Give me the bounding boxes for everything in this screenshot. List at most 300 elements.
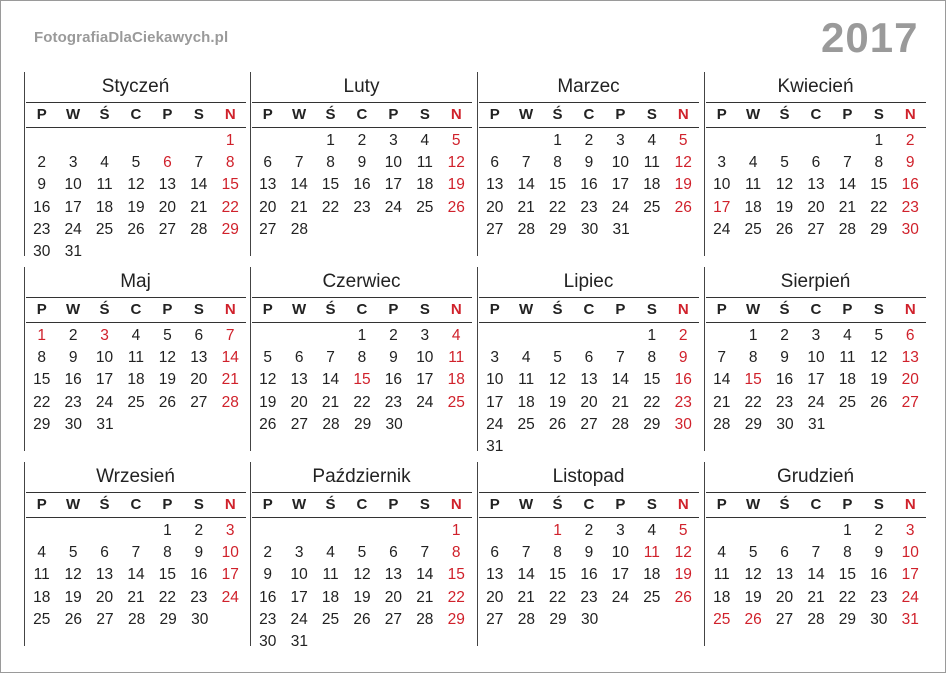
day-cell: 4 [100, 154, 109, 172]
day-cell: 10 [713, 176, 731, 194]
day-cell: 25 [643, 198, 661, 216]
days-grid [706, 130, 926, 241]
day-cell: 16 [190, 566, 208, 584]
empty-cell [542, 325, 573, 347]
empty-cell [120, 130, 151, 152]
month-name: Październik [312, 466, 411, 487]
day-cell: 5 [68, 544, 78, 562]
day-cell: 25 [447, 393, 465, 411]
empty-cell [252, 130, 283, 152]
day-cell: 13 [259, 176, 277, 194]
day-cell: 7 [521, 544, 531, 562]
day-cell: 5 [451, 132, 461, 149]
day-cell: 5 [357, 544, 367, 562]
month-name: Marzec [557, 76, 620, 97]
day-cell: 7 [420, 544, 430, 562]
day-cell: 1 [326, 132, 335, 149]
day-cell: 7 [225, 327, 235, 344]
day-cell: 4 [326, 544, 335, 562]
day-cell: 23 [33, 220, 51, 238]
weekday-label: P [262, 496, 273, 513]
day-cell: 21 [127, 588, 145, 606]
day-cell: 20 [290, 393, 308, 411]
day-cell: 23 [259, 610, 277, 628]
empty-cell [252, 325, 283, 347]
day-cell: 4 [451, 327, 461, 344]
day-cell: 15 [643, 371, 661, 389]
day-cell: 12 [674, 544, 692, 562]
day-cell: 10 [486, 371, 504, 389]
day-cell: 24 [611, 588, 630, 606]
day-cell: 24 [611, 198, 630, 216]
day-cell: 6 [294, 349, 304, 367]
day-cell: 7 [294, 154, 304, 172]
day-cell: 21 [611, 393, 630, 411]
day-cell: 4 [420, 132, 430, 149]
day-cell: 3 [100, 327, 109, 344]
day-cell: 9 [584, 544, 594, 562]
day-cell: 28 [416, 610, 434, 628]
day-cell: 16 [33, 198, 51, 216]
weekday-label: P [615, 301, 626, 318]
day-cell: 10 [807, 349, 825, 367]
day-cell: 22 [321, 198, 340, 216]
day-cell: 5 [678, 522, 688, 539]
day-cell: 23 [190, 588, 208, 606]
weekday-label: P [388, 301, 399, 318]
weekday-label: P [716, 301, 727, 318]
day-cell: 29 [870, 220, 888, 238]
day-cell: 15 [221, 176, 239, 194]
weekday-label: W [519, 106, 534, 123]
day-cell: 4 [37, 544, 47, 562]
day-cell: 20 [259, 198, 277, 216]
day-cell: 21 [321, 393, 340, 411]
day-cell: 27 [96, 610, 114, 628]
day-cell: 25 [416, 198, 434, 216]
day-cell: 17 [807, 371, 825, 389]
day-cell: 5 [678, 132, 688, 149]
day-cell: 10 [384, 154, 403, 172]
weekday-label: C [130, 301, 142, 318]
day-cell: 13 [290, 371, 308, 389]
day-cell: 24 [384, 198, 403, 216]
day-cell: 16 [775, 371, 794, 389]
day-cell: 22 [870, 198, 888, 216]
weekday-label: N [224, 301, 236, 318]
day-cell: 22 [447, 588, 465, 606]
weekday-label: S [873, 496, 884, 513]
day-cell: 14 [190, 176, 208, 194]
day-cell: 4 [521, 349, 531, 367]
day-cell: 31 [612, 220, 630, 238]
day-cell: 19 [64, 588, 82, 606]
weekday-label: Ś [99, 496, 110, 513]
day-cell: 14 [127, 566, 145, 584]
day-cell: 8 [647, 349, 657, 367]
day-cell: 27 [158, 220, 177, 238]
empty-cell [409, 520, 440, 542]
day-cell: 7 [131, 544, 141, 562]
day-cell: 25 [95, 220, 114, 238]
day-cell: 16 [580, 566, 598, 584]
month-block [477, 267, 699, 455]
empty-cell [800, 520, 831, 542]
empty-cell [283, 520, 314, 542]
day-cell: 17 [384, 176, 403, 194]
weekday-label: P [36, 301, 47, 318]
day-cell: 24 [221, 588, 239, 606]
month-name: Wrzesień [96, 466, 175, 487]
day-cell: 8 [553, 544, 562, 562]
day-cell: 10 [290, 566, 308, 584]
day-cell: 16 [384, 371, 403, 389]
day-cell: 13 [775, 566, 794, 584]
day-cell: 20 [95, 588, 114, 606]
days-grid [252, 325, 472, 436]
day-cell: 14 [321, 371, 340, 389]
weekday-header [479, 297, 699, 323]
empty-cell [706, 130, 737, 152]
empty-cell [57, 130, 88, 152]
day-cell: 13 [384, 566, 403, 584]
weekday-label: S [873, 301, 884, 318]
weekday-label: N [677, 106, 689, 123]
day-cell: 30 [33, 242, 51, 260]
day-cell: 12 [127, 176, 145, 194]
weekday-label: Ś [779, 301, 790, 318]
day-cell: 25 [33, 610, 51, 628]
day-cell: 4 [647, 522, 657, 539]
day-cell: 17 [486, 393, 504, 411]
day-cell: 5 [748, 544, 758, 562]
weekday-label: C [130, 106, 142, 123]
days-grid [26, 130, 246, 263]
day-cell: 30 [674, 415, 692, 433]
day-cell: 14 [611, 371, 630, 389]
weekday-label: Ś [779, 496, 790, 513]
month-name: Sierpień [780, 271, 851, 292]
empty-cell [832, 130, 863, 152]
day-cell: 27 [259, 220, 277, 238]
day-cell: 6 [263, 154, 273, 172]
weekday-label: Ś [325, 301, 336, 318]
day-cell: 28 [190, 220, 208, 238]
day-cell: 30 [259, 632, 277, 650]
days-grid [479, 325, 699, 458]
day-cell: 30 [191, 610, 209, 628]
days-grid [479, 130, 699, 241]
day-cell: 21 [190, 198, 208, 216]
day-cell: 7 [616, 349, 625, 367]
day-cell: 12 [353, 566, 371, 584]
day-cell: 3 [294, 544, 304, 562]
day-cell: 26 [775, 220, 794, 238]
day-cell: 22 [838, 588, 857, 606]
weekday-label: P [162, 106, 173, 123]
empty-cell [510, 520, 541, 542]
day-cell: 6 [389, 544, 398, 562]
day-cell: 19 [548, 393, 567, 411]
weekday-label: C [810, 496, 822, 513]
month-name: Kwiecień [777, 76, 854, 97]
weekday-header [706, 492, 926, 518]
days-grid [26, 520, 246, 631]
day-cell: 26 [447, 198, 465, 216]
month-block [24, 267, 246, 451]
day-cell: 4 [131, 327, 141, 344]
day-cell: 28 [127, 610, 146, 628]
day-cell: 2 [68, 327, 78, 344]
day-cell: 13 [486, 566, 504, 584]
day-cell: 12 [548, 371, 567, 389]
day-cell: 16 [64, 371, 82, 389]
day-cell: 8 [843, 544, 852, 562]
month-name: Lipiec [563, 271, 614, 292]
day-cell: 15 [447, 566, 465, 584]
day-cell: 21 [517, 198, 535, 216]
day-cell: 18 [517, 393, 535, 411]
day-cell: 11 [643, 544, 660, 562]
weekday-header [479, 492, 699, 518]
days-grid [252, 130, 472, 241]
day-cell: 22 [548, 588, 567, 606]
day-cell: 19 [775, 198, 794, 216]
day-cell: 26 [548, 415, 567, 433]
empty-cell [152, 130, 183, 152]
weekday-label: S [193, 106, 204, 123]
day-cell: 3 [68, 154, 78, 172]
day-cell: 8 [357, 349, 367, 367]
weekday-label: N [904, 496, 916, 513]
empty-cell [605, 325, 636, 347]
day-cell: 14 [713, 371, 731, 389]
day-cell: 21 [807, 588, 825, 606]
day-cell: 6 [584, 349, 594, 367]
day-cell: 19 [674, 566, 692, 584]
day-cell: 25 [643, 588, 661, 606]
weekday-label: C [810, 301, 822, 318]
empty-cell [346, 520, 377, 542]
day-cell: 28 [713, 415, 731, 433]
day-cell: 23 [775, 393, 794, 411]
empty-cell [378, 520, 409, 542]
day-cell: 31 [901, 610, 919, 628]
weekday-label: Ś [552, 496, 563, 513]
day-cell: 18 [416, 176, 434, 194]
day-cell: 7 [811, 544, 821, 562]
day-cell: 11 [322, 566, 339, 584]
day-cell: 2 [905, 132, 915, 149]
day-cell: 17 [64, 198, 82, 216]
day-cell: 31 [64, 242, 83, 260]
day-cell: 2 [37, 154, 47, 172]
weekday-label: N [450, 301, 462, 318]
day-cell: 1 [553, 132, 562, 149]
day-cell: 2 [389, 327, 398, 344]
weekday-label: C [583, 106, 595, 123]
day-cell: 6 [194, 327, 204, 344]
day-cell: 26 [127, 220, 145, 238]
day-cell: 8 [37, 349, 47, 367]
day-cell: 24 [64, 220, 82, 238]
day-cell: 10 [64, 176, 82, 194]
day-cell: 23 [580, 588, 598, 606]
day-cell: 21 [416, 588, 434, 606]
empty-cell [706, 325, 737, 347]
day-cell: 18 [33, 588, 51, 606]
day-cell: 14 [838, 176, 857, 194]
day-cell: 10 [901, 544, 919, 562]
empty-cell [737, 130, 768, 152]
day-cell: 25 [321, 610, 340, 628]
weekday-label: N [677, 496, 689, 513]
day-cell: 30 [901, 220, 919, 238]
day-cell: 1 [37, 327, 47, 344]
weekday-label: P [36, 106, 47, 123]
day-cell: 22 [353, 393, 371, 411]
day-cell: 27 [290, 415, 309, 433]
weekday-label: P [716, 496, 727, 513]
day-cell: 29 [744, 415, 763, 433]
empty-cell [252, 520, 283, 542]
day-cell: 18 [321, 588, 340, 606]
day-cell: 5 [874, 327, 884, 344]
weekday-label: P [262, 106, 273, 123]
day-cell: 19 [674, 176, 692, 194]
days-grid [26, 325, 246, 436]
day-cell: 6 [100, 544, 109, 562]
empty-cell [283, 130, 314, 152]
day-cell: 2 [357, 132, 367, 149]
day-cell: 18 [838, 371, 857, 389]
day-cell: 4 [717, 544, 727, 562]
day-cell: 18 [127, 371, 145, 389]
weekday-label: N [450, 496, 462, 513]
empty-cell [479, 130, 510, 152]
day-cell: 24 [416, 393, 434, 411]
day-cell: 23 [901, 198, 919, 216]
day-cell: 16 [870, 566, 888, 584]
weekday-label: C [356, 106, 368, 123]
day-cell: 9 [874, 544, 884, 562]
weekday-label: S [646, 301, 657, 318]
weekday-header [26, 102, 246, 128]
day-cell: 27 [486, 610, 504, 628]
empty-cell [737, 520, 768, 542]
day-cell: 7 [843, 154, 852, 172]
day-cell: 3 [811, 327, 821, 344]
day-cell: 15 [321, 176, 340, 194]
day-cell: 9 [678, 349, 688, 367]
empty-cell [26, 130, 57, 152]
weekday-label: P [262, 301, 273, 318]
day-cell: 3 [717, 154, 727, 172]
day-cell: 2 [678, 327, 688, 344]
days-grid [479, 520, 699, 631]
day-cell: 23 [580, 198, 598, 216]
day-cell: 31 [807, 415, 826, 433]
day-cell: 14 [416, 566, 434, 584]
day-cell: 27 [775, 610, 794, 628]
weekday-header [252, 297, 472, 323]
day-cell: 19 [353, 588, 371, 606]
day-cell: 17 [901, 566, 919, 584]
weekday-label: W [746, 106, 761, 123]
empty-cell [769, 130, 800, 152]
day-cell: 21 [713, 393, 731, 411]
weekday-header [706, 102, 926, 128]
day-cell: 31 [290, 632, 309, 650]
day-cell: 15 [353, 371, 371, 389]
day-cell: 13 [580, 371, 598, 389]
day-cell: 26 [353, 610, 371, 628]
weekday-label: P [842, 106, 853, 123]
day-cell: 29 [33, 415, 51, 433]
month-block [704, 462, 926, 646]
day-cell: 13 [158, 176, 177, 194]
day-cell: 30 [776, 415, 794, 433]
weekday-header [706, 297, 926, 323]
day-cell: 28 [517, 220, 536, 238]
day-cell: 30 [580, 220, 599, 238]
day-cell: 22 [33, 393, 51, 411]
weekday-header [479, 102, 699, 128]
weekday-label: W [66, 496, 81, 513]
day-cell: 11 [713, 566, 730, 584]
day-cell: 27 [580, 415, 598, 433]
day-cell: 2 [584, 132, 594, 149]
day-cell: 13 [807, 176, 825, 194]
month-block [24, 72, 246, 260]
day-cell: 11 [518, 371, 535, 389]
day-cell: 25 [838, 393, 857, 411]
day-cell: 23 [64, 393, 82, 411]
day-cell: 21 [517, 588, 535, 606]
day-cell: 7 [521, 154, 531, 172]
day-cell: 5 [553, 349, 562, 367]
day-cell: 23 [674, 393, 692, 411]
day-cell: 29 [159, 610, 177, 628]
day-cell: 1 [874, 132, 884, 149]
weekday-label: C [583, 301, 595, 318]
day-cell: 20 [486, 198, 504, 216]
day-cell: 18 [95, 198, 114, 216]
empty-cell [573, 325, 604, 347]
day-cell: 9 [389, 349, 398, 367]
site-name: FotografiaDlaCiekawych.pl [34, 29, 229, 46]
day-cell: 14 [290, 176, 308, 194]
day-cell: 16 [353, 176, 371, 194]
day-cell: 7 [194, 154, 204, 172]
weekday-label: S [646, 106, 657, 123]
weekday-label: W [292, 301, 307, 318]
day-cell: 3 [490, 349, 500, 367]
day-cell: 7 [326, 349, 335, 367]
day-cell: 21 [290, 198, 308, 216]
weekday-label: Ś [325, 106, 336, 123]
weekday-label: P [489, 106, 500, 123]
weekday-label: N [224, 496, 236, 513]
day-cell: 3 [905, 522, 915, 539]
weekday-label: P [615, 106, 626, 123]
day-cell: 19 [127, 198, 145, 216]
days-grid [252, 520, 472, 653]
day-cell: 19 [158, 371, 177, 389]
day-cell: 31 [96, 415, 114, 433]
day-cell: 29 [838, 610, 857, 628]
day-cell: 18 [744, 198, 762, 216]
